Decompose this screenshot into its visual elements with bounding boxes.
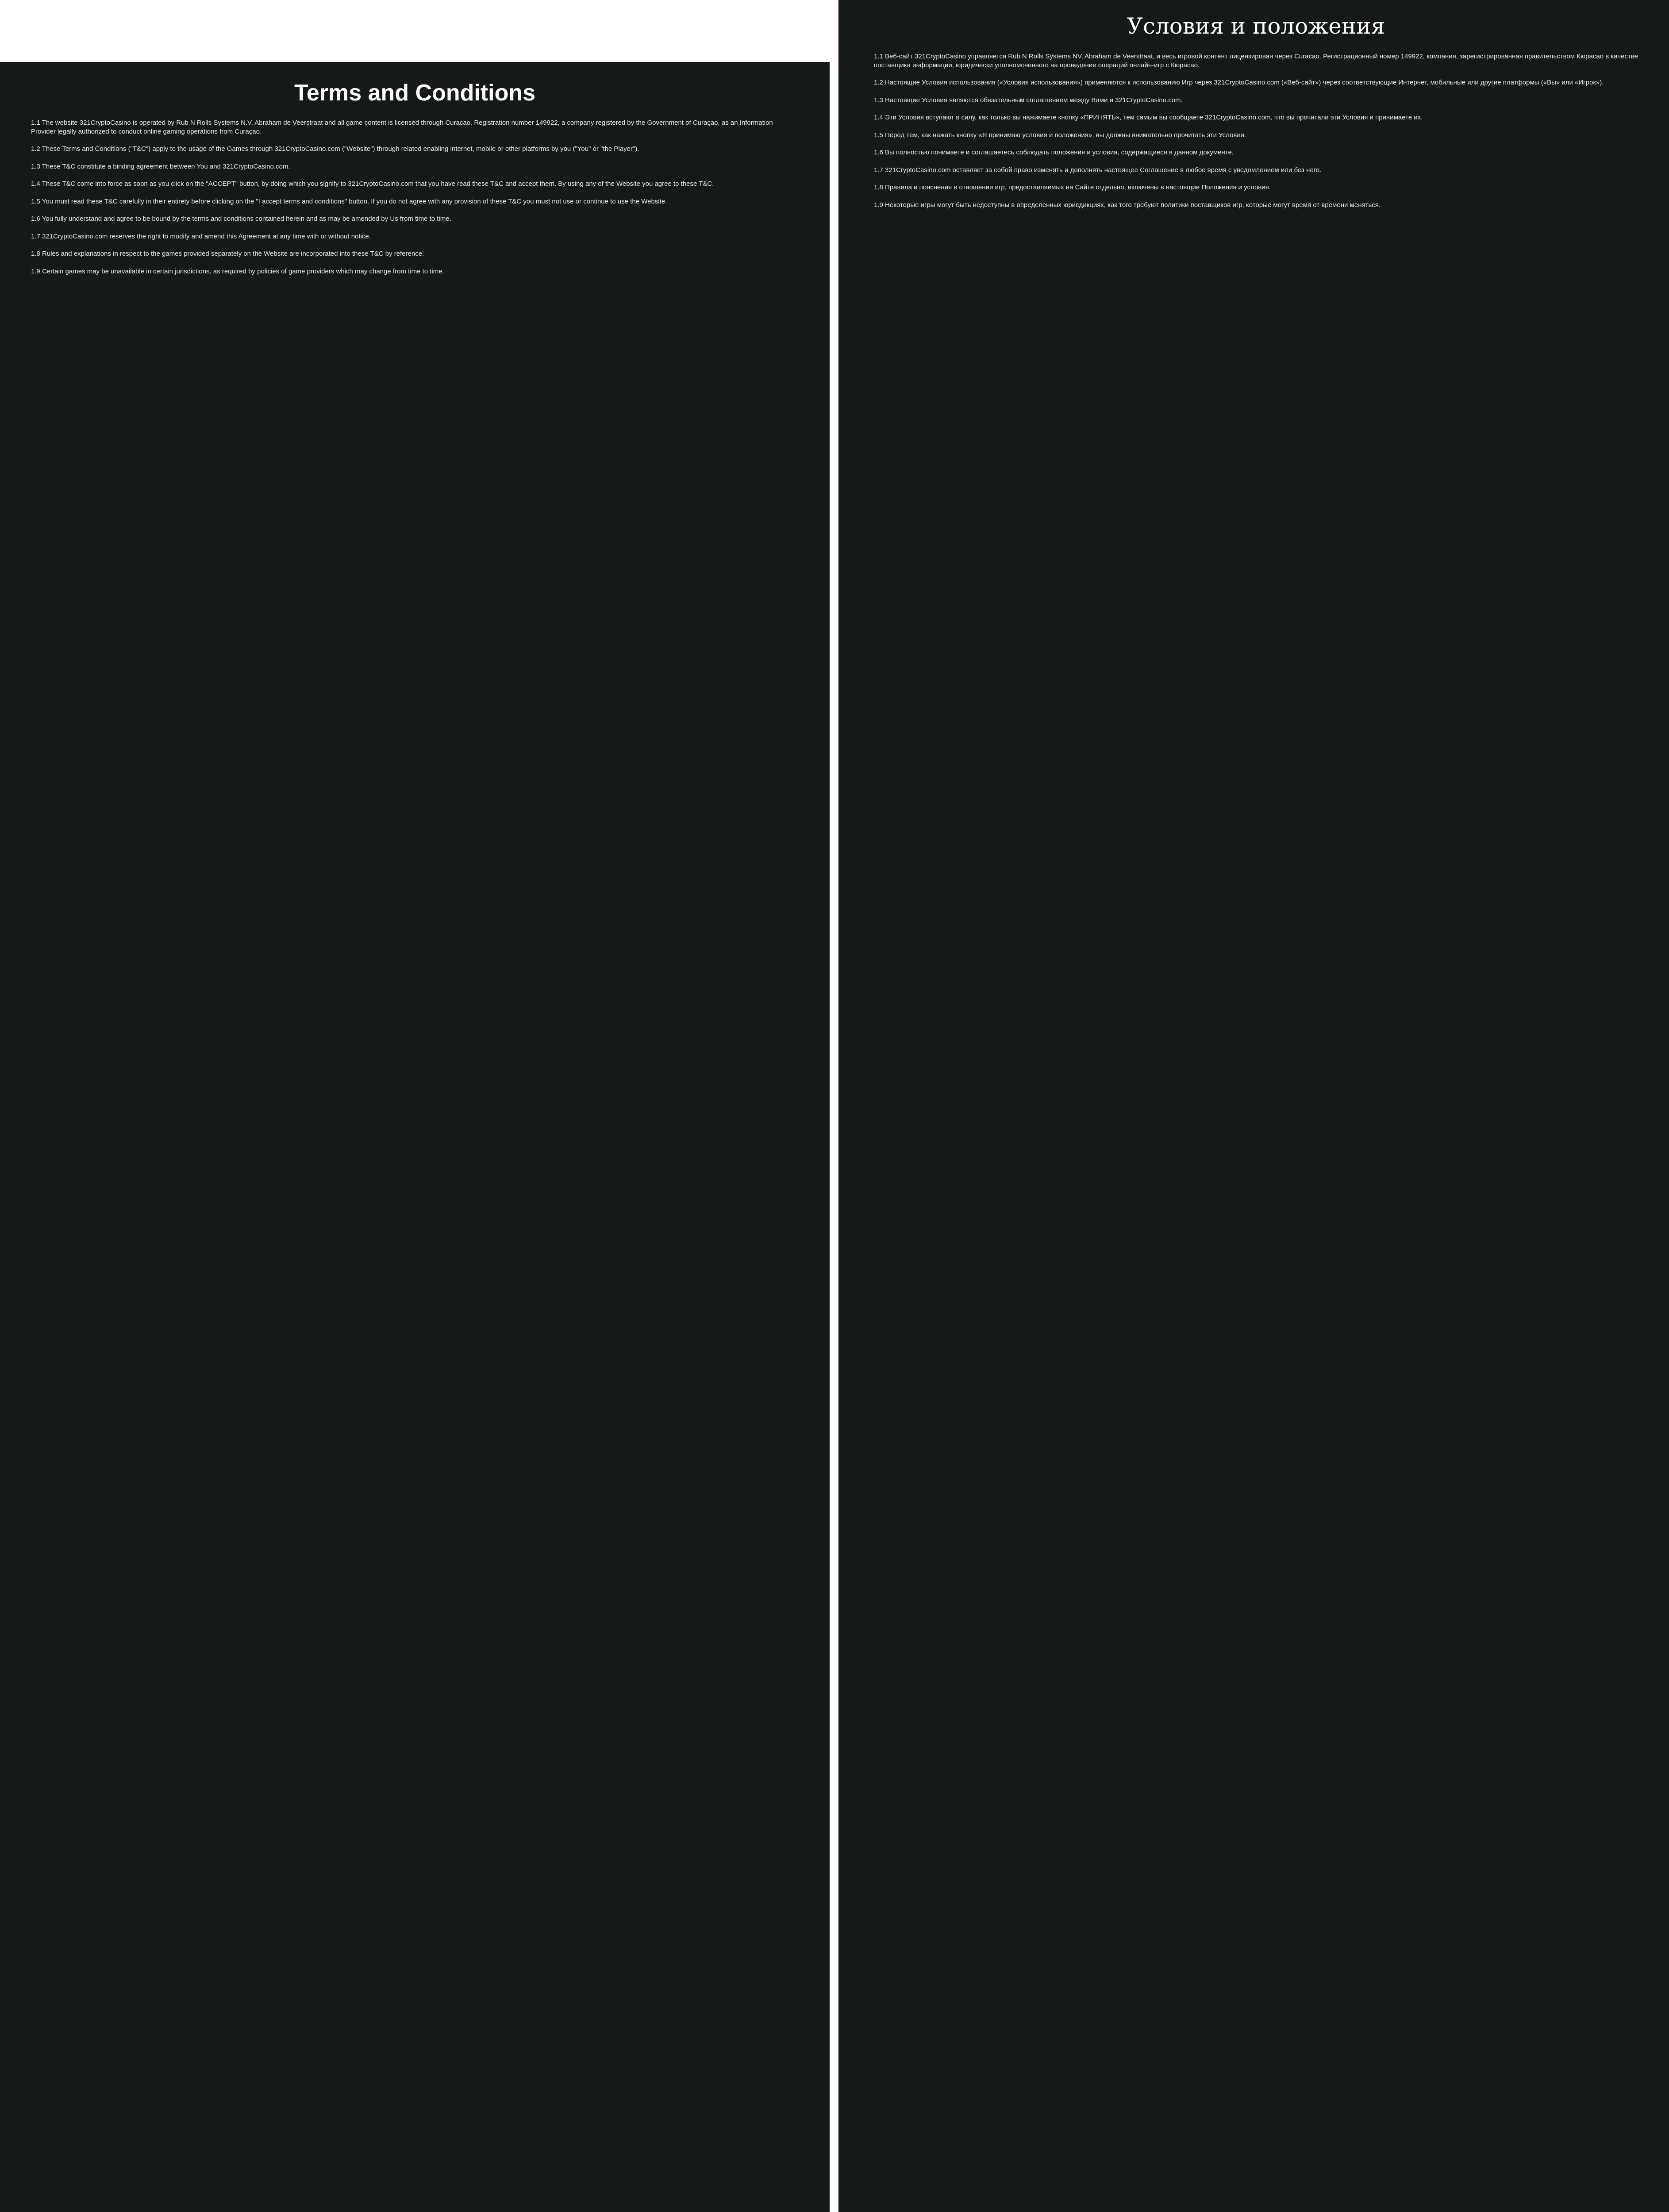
- terms-paragraph: 1.5 You must read these T&C carefully in their entirety before clicking on the "I accept terms and conditions" button. If you do not agree with any provision of these T&C you must not use or continue to use the Website.: [31, 197, 667, 205]
- terms-panel-english: [0, 62, 830, 2212]
- terms-paragraph: 1.1 The website 321CryptoCasino is operated by Rub N Rolls Systems N.V, Abraham de Veerstraat and all game content is licensed through Curacao. Registration number 149922, a company registered by the Government of Curaçao, as an Information Provider legally authorized to conduct online gaming operations from Curaçao.: [31, 119, 773, 135]
- terms-panel-russian: [838, 0, 1669, 2212]
- terms-paragraph: 1.8 Правила и пояснения в отношении игр, предоставляемых на Сайте отдельно, включены в настоящие Положения и условия.: [874, 184, 1271, 191]
- terms-paragraph: 1.6 Вы полностью понимаете и соглашаетесь соблюдать положения и условия, содержащиеся в данном документе.: [874, 149, 1234, 156]
- page-title-ru: Условия и положения: [1127, 13, 1385, 39]
- terms-paragraph: 1.9 Certain games may be unavailable in certain jurisdictions, as required by policies of game providers which may change from time to time.: [31, 267, 444, 275]
- terms-paragraph: 1.2 Настоящие Условия использования («Условия использования») применяются к использованию Игр через 321CryptoCasino.com («Веб-сайт») через соответствующие Интернет, мобильные или другие платформы («Вы» или «Игрок»).: [874, 79, 1604, 86]
- terms-paragraph: 1.4 These T&C come into force as soon as you click on the "ACCEPT" button, by doing which you signify to 321CryptoCasino.com that you have read these T&C and accept them. By using any of the Website you agree to these T&C.: [31, 180, 714, 188]
- terms-paragraph: 1.7 321CryptoCasino.com reserves the right to modify and amend this Agreement at any time with or without notice.: [31, 232, 371, 240]
- terms-paragraph: 1.5 Перед тем, как нажать кнопку «Я принимаю условия и положения», вы должны внимательно прочитать эти Условия.: [874, 131, 1246, 139]
- terms-paragraph: 1.8 Rules and explanations in respect to the games provided separately on the Website are incorporated into these T&C by reference.: [31, 250, 424, 257]
- terms-paragraph: 1.7 321CryptoCasino.com оставляет за собой право изменять и дополнять настоящее Соглашение в любое время с уведомлением или без него.: [874, 166, 1322, 174]
- terms-paragraph: 1.3 These T&C constitute a binding agreement between You and 321CryptoCasino.com.: [31, 162, 290, 170]
- page-title: Terms and Conditions: [294, 80, 536, 106]
- terms-paragraph: 1.6 You fully understand and agree to be bound by the terms and conditions contained herein and as may be amended by Us from time to time.: [31, 215, 451, 223]
- terms-paragraph: 1.1 Веб-сайт 321CryptoCasino управляется Rub N Rolls Systems NV, Abraham de Veerstraat, и весь игровой контент лицензирован через Curacao. Регистрационный номер 149922, компания, зарегистрированная правительством Кюрасао в качестве поставщика информации, юридически уполномоченного на проведение операций онлайн-игр с Кюрасао.: [874, 53, 1638, 69]
- terms-paragraph: 1.2 These Terms and Conditions ("T&C") apply to the usage of the Games through 321CryptoCasino.com ("Website") through related enabling internet, mobile or other platforms by you ("You" or "the Player").: [31, 145, 639, 153]
- terms-paragraph: 1.9 Некоторые игры могут быть недоступны в определенных юрисдикциях, как того требуют политики поставщиков игр, которые могут время от времени меняться.: [874, 201, 1381, 209]
- terms-paragraph: 1.4 Эти Условия вступают в силу, как только вы нажимаете кнопку «ПРИНЯТЬ», тем самым вы сообщаете 321CryptoCasino.com, что вы прочитали эти Условия и принимаете их.: [874, 114, 1423, 121]
- terms-paragraph: 1.3 Настоящие Условия являются обязательным соглашением между Вами и 321CryptoCasino.com.: [874, 96, 1183, 104]
